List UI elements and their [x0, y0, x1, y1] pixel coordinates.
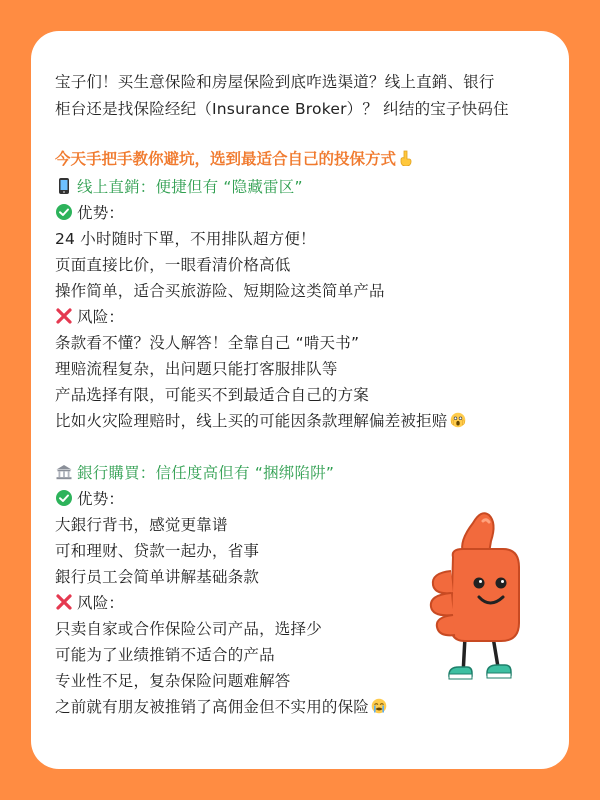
bank-risk-item: 可能为了业绩推销不适合的产品: [55, 646, 275, 664]
online-risk-label: [55, 304, 555, 330]
online-pros-label: [55, 200, 555, 226]
content-card: [31, 31, 569, 769]
bank-pro-item: 可和理财、贷款一起办，省事: [55, 542, 260, 560]
bank-pro-item: 銀行员工会简单讲解基础条款: [55, 568, 260, 586]
check-mark-icon: [55, 489, 73, 507]
bank-risk-item: [55, 694, 555, 720]
highlight-line: [55, 147, 414, 169]
highlight-text: 今天手把手教你避坑，选到最适合自己的投保方式: [55, 150, 397, 168]
online-pro-item: 操作简单，适合买旅游险、短期险这类简单产品: [55, 282, 385, 300]
cross-mark-icon: [55, 593, 73, 611]
risk-label-text: 风险：: [77, 594, 125, 612]
online-pro-item: 24 小时随时下單，不用排队超方便！: [55, 230, 316, 248]
online-pro-item: 页面直接比价，一眼看清价格高低: [55, 256, 291, 274]
crying-emoji: [371, 698, 387, 714]
pointing-down-emoji: [398, 150, 414, 166]
check-mark-icon: [55, 203, 73, 221]
online-heading: [55, 174, 555, 200]
bank-risk-item: 只卖自家或合作保险公司产品，选择少: [55, 620, 322, 638]
online-risk-item-text: 比如火灾险理赔时，线上买的可能因条款理解偏差被拒赔: [55, 412, 448, 430]
online-risk-item: 产品选择有限，可能买不到最适合自己的方案: [55, 386, 370, 404]
pros-label-text: 优势：: [77, 204, 125, 222]
online-risk-item: 理赔流程复杂，出问题只能打客服排队等: [55, 360, 338, 378]
risk-label-text: 风险：: [77, 308, 125, 326]
bank-heading-text: 銀行購買：信任度高但有 “捆绑陷阱”: [77, 464, 335, 482]
cross-mark-icon: [55, 307, 73, 325]
intro-text: [55, 69, 555, 123]
bank-pro-item: 大銀行背书，感觉更靠谱: [55, 516, 228, 534]
bank-icon: [55, 463, 73, 481]
bank-risk-item: 专业性不足，复杂保险问题难解答: [55, 672, 291, 690]
intro-line-2: 柜台还是找保险经纪（Insurance Broker）？ 纠结的宝子快码住: [55, 100, 509, 118]
bank-risk-item-text: 之前就有朋友被推销了高佣金但不实用的保险: [55, 698, 370, 716]
bank-heading: [55, 460, 555, 486]
pros-label-text: 优势：: [77, 490, 125, 508]
online-heading-text: 线上直銷：便捷但有 “隐藏雷区”: [77, 178, 303, 196]
online-risk-item: 条款看不懂？没人解答！全靠自己 “啃天书”: [55, 334, 360, 352]
online-risk-item: [55, 408, 555, 434]
mobile-phone-icon: [55, 177, 73, 195]
intro-line-1: 宝子们！买生意保险和房屋保险到底咋选渠道？线上直銷、银行: [55, 73, 495, 91]
scream-emoji: [450, 412, 466, 428]
online-section: [55, 174, 555, 434]
thumbs-up-mascot: [423, 501, 533, 691]
